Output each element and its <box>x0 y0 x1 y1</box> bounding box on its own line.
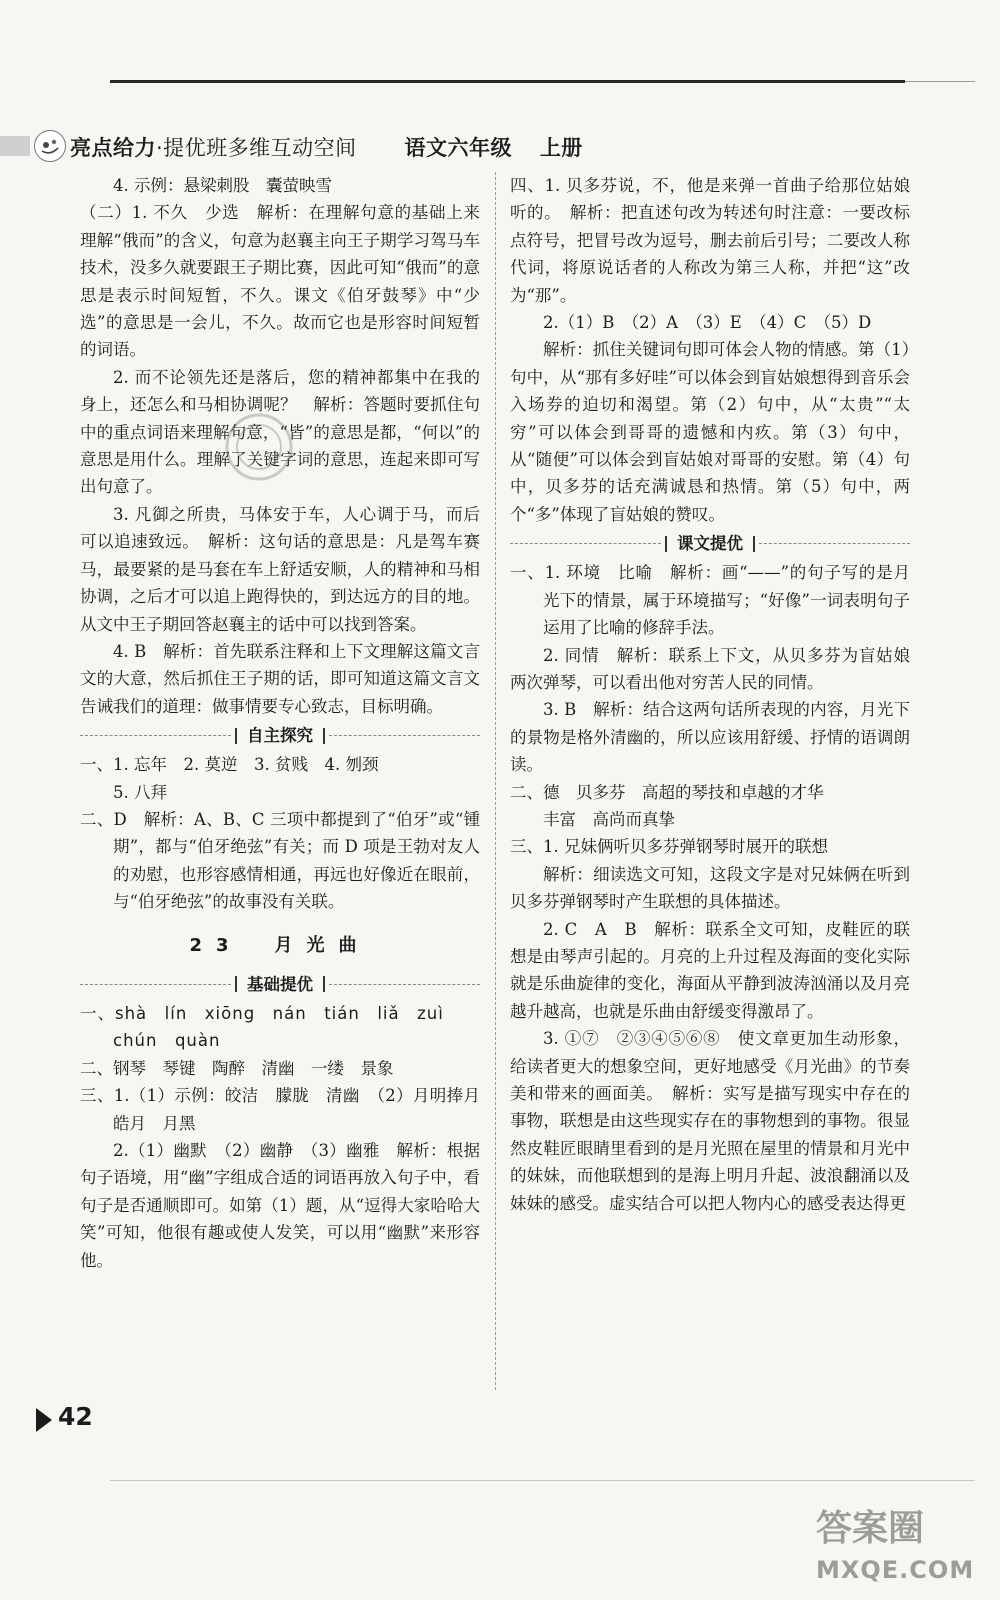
right-p3: 解析：抓住关键词句即可体会人物的情感。第（1）句中，从“那有多好哇”可以体会到盲姑娘想得到音乐会入场券的迫切和渴望。第（2）句中，从“太贵”“太穷”可以体会到哥哥的遗憾和内疚。第（3）句中，从“随便”可以体会到盲姑娘对哥哥的安慰。第（4）句中，贝多芬的话充满诚恳和热情。第（5）句中，两个“多”体现了盲姑娘的赞叹。 <box>510 340 910 524</box>
right-p8: 丰富 高尚而真挚 <box>543 809 675 829</box>
watermark-logo <box>810 1500 980 1590</box>
left-p7: 5. 八拜 <box>113 782 167 802</box>
faint-stamp-icon <box>224 412 294 482</box>
section-header-kewen <box>510 530 910 557</box>
watermark-text-cn: 答案圈 <box>816 1508 925 1549</box>
page-number-text: 42 <box>58 1402 93 1431</box>
section-header-zizhu <box>80 722 480 749</box>
section-bar <box>753 536 755 552</box>
lesson-title: 23 月光曲 <box>189 934 371 956</box>
section-title: 自主探究 <box>247 725 313 745</box>
left-p10: chún quàn <box>113 1031 221 1051</box>
section-bar <box>235 728 237 744</box>
right-p2: 2.（1）B （2）A （3）E （4）C （5）D <box>543 313 872 333</box>
left-p5: 4. B 解析：首先联系注释和上下文理解这篇文言文的大意，然后抓住王子期的话，即可知道这篇文言文告诫我们的道理：做事情要专心致志，目标明确。 <box>80 641 480 716</box>
right-p1: 四、1. 贝多芬说，不，他是来弹一首曲子给那位姑娘听的。 解析：把直述句改为转述句时注意：一要改标点符号，把冒号改为逗号，删去前后引号；二要改人称代词，将原说话者的人称改为第三人称，并把“这”改为“那”。 <box>510 176 910 305</box>
page-header <box>0 128 1000 164</box>
section-title: 课文提优 <box>677 534 743 554</box>
right-p10: 解析：细读选文可知，这段文字是对兄妹俩在听到贝多芬弹钢琴时产生联想的具体描述。 <box>510 864 910 912</box>
header-volume: 上册 <box>539 136 583 160</box>
left-p4: 3. 凡御之所贵，马体安于车，人心调于马，而后可以追速致远。 解析：这句话的意思是：凡是驾车赛马，最要紧的是马套在车上舒适安顺，人的精神和马相协调，之后才可以追上跑得快的，到达远方的目的地。从文中王子期回答赵襄主的话中可以找到答案。 <box>80 504 480 634</box>
right-p11: 2. C A B 解析：联系全文可知，皮鞋匠的联想是由琴声引起的。月亮的上升过程及海面的变化实际就是乐曲旋律的变化，海面从平静到波涛汹涌以及月亮越升越高，也就是乐曲由舒缓变得激昂了。 <box>510 919 910 1021</box>
header-subtitle: ·提优班多维互动空间 <box>156 136 357 160</box>
left-p3: 2. 而不论领先还是落后，您的精神都集中在我的身上，还怎么和马相协调呢？ 解析：答题时要抓住句中的重点词语来理解句意，“皆”的意思是都，“何以”的意思是用什么。理解了关键字词的意思，连起来即可写出句意了。 <box>80 367 480 497</box>
section-line <box>80 735 231 736</box>
brand-logo-icon <box>34 130 66 162</box>
section-line <box>80 984 231 985</box>
header-bar <box>0 136 30 156</box>
section-bar <box>323 976 325 992</box>
section-bar <box>235 976 237 992</box>
left-p2: （二）1. 不久 少选 解析：在理解句意的基础上来理解“俄而”的含义，句意为赵襄主向王子期学习驾马车技术，没多久就要跟王子期比赛，因此可知“俄而”的意思是表示时间短暂，不久。课文《伯牙鼓琴》中“少选”的意思是一会儿，不久。故而它也是形容时间短暂的词语。 <box>80 203 480 360</box>
right-p7: 二、德 贝多芬 高超的琴技和卓越的才华 <box>510 782 824 802</box>
right-p9: 三、1. 兄妹俩听贝多芬弹钢琴时展开的联想 <box>510 837 828 857</box>
left-p12: 三、1.（1）示例：皎洁 朦胧 清幽 （2）月明捧月 皓月 月黑 <box>80 1086 497 1133</box>
section-line <box>759 543 910 544</box>
right-column <box>510 172 910 1217</box>
left-p13: 2.（1）幽默 （2）幽静 （3）幽雅 解析：根据句子语境，用“幽”字组成合适的词语再放入句子中，看句子是否通顺即可。如第（1）题，从“逗得大家哈哈大笑”可知，他很有趣或使人发笑，可以用“幽默”来形容他。 <box>80 1141 480 1270</box>
column-divider <box>495 172 496 1390</box>
section-title: 基础提优 <box>247 974 313 994</box>
page-arrow-icon <box>36 1408 52 1432</box>
right-p4: 一、1. 环境 比喻 解析：画“——”的句子写的是月光下的情景，属于环境描写；“好像”一词表明句子运用了比喻的修辞手法。 <box>510 563 910 638</box>
top-rule <box>110 80 905 83</box>
left-p11: 二、钢琴 琴键 陶醉 清幽 一缕 景象 <box>80 1058 394 1078</box>
top-rule-tail <box>905 81 975 82</box>
section-line <box>329 735 480 736</box>
section-line <box>329 984 480 985</box>
section-header-jichu <box>80 971 480 998</box>
header-title <box>70 132 603 162</box>
right-p6: 3. B 解析：结合这两句话所表现的内容，月光下的景物是格外清幽的，所以应该用舒缓、抒情的语调朗读。 <box>510 700 910 775</box>
right-p5: 2. 同情 解析：联系上下文，从贝多芬为盲姑娘两次弹琴，可以看出他对穷苦人民的同情。 <box>510 645 910 692</box>
left-p9: 一、shà lín xiōng nán tián liǎ zuì <box>80 1003 444 1023</box>
section-bar <box>323 728 325 744</box>
left-p1: 4. 示例：悬梁刺股 囊萤映雪 <box>113 176 332 195</box>
watermark-text-en: MXQE.COM <box>816 1556 975 1584</box>
section-bar <box>665 536 667 552</box>
header-subject: 语文六年级 <box>404 136 512 160</box>
left-p6: 一、1. 忘年 2. 莫逆 3. 贫贱 4. 刎颈 <box>80 755 379 775</box>
section-line <box>510 543 661 544</box>
header-brand: 亮点给力 <box>70 136 156 160</box>
bottom-rule <box>110 1480 975 1481</box>
left-column <box>80 172 497 1274</box>
right-p12: 3. ①⑦ ②③④⑤⑥⑧ 使文章更加生动形象，给读者更大的想象空间，更好地感受《月光曲》的节奏美和带来的画面美。 解析：实写是描写现实中存在的事物，联想是由这些现实存在的事物想到的事物。很显然皮鞋匠眼睛里看到的是月光照在屋里的情景和月光中的妹妹，而他联想到的是海上明月升起、波浪翻涌以及妹妹的感受。虚实结合可以把人物内心的感受表达得更 <box>510 1029 910 1213</box>
left-p8: 二、D 解析：A、B、C 三项中都提到了“伯牙”或“锺期”，都与“伯牙绝弦”有关；而 D 项是王勃对友人的劝慰，也形容感情相通，再远也好像近在眼前，与“伯牙绝弦”的故事没有关联。 <box>80 809 480 912</box>
